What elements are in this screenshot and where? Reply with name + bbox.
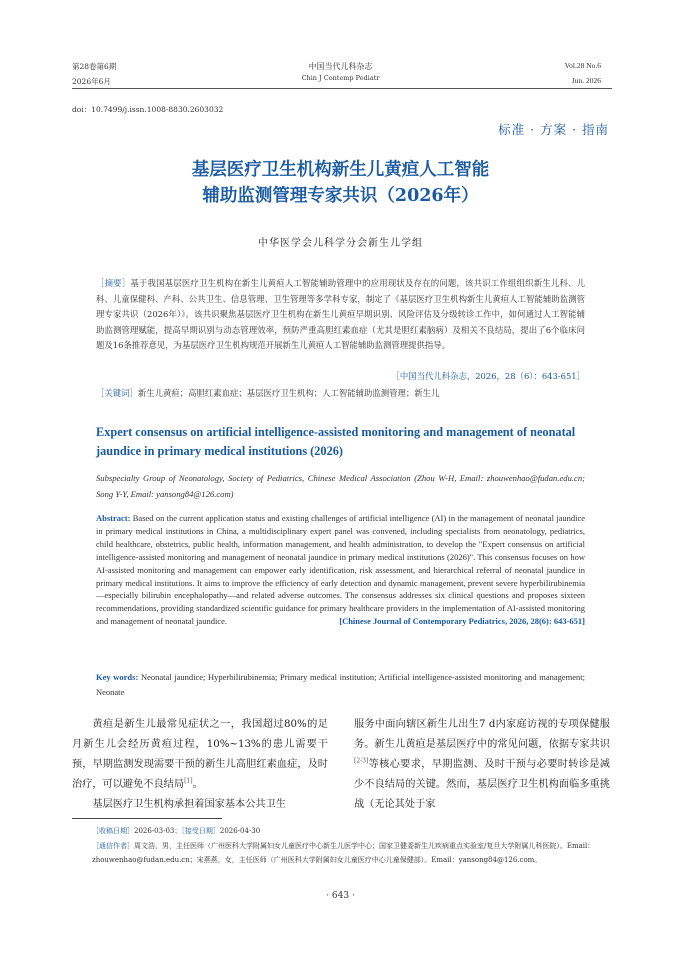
keywords-cn-text: 新生儿黄疸；高胆红素血症；基层医疗卫生机构；人工智能辅助监测管理；新生儿 [137,388,440,398]
footnote-dates: ［收稿日期］2026-03-03；［接受日期］2026-04-30 [92,827,261,835]
header-journal-cn: 中国当代儿科杂志 [308,62,373,71]
header-date-cn: 2026年6月 [72,77,111,86]
header-rule [72,88,612,89]
abstract-en-text: Based on the current application status and existing challenges of artificial intelligence (AI) in the management of neonatal jaundice in primary medical institutions in China, a multidisciplinary expert panel was convened, including specialists from neonatology, pediatrics, child healthcare, obstetrics, public health, information management, and health administration, to develop the "Expert consensus on artificial intelligence-assisted monitoring and management of neonatal jaundice in primary medical institutions (2026)". This consensus focuses on how AI-assisted monitoring and management can empower early identification, risk assessment, and hierarchical referral of neonatal jaundice in primary medical institutions. It aims to improve the efficiency of early detection and dynamic management, prevent severe hyperbilirubinemia—especially bilirubin encephalopathy—and related adverse outcomes. The consensus addresses six clinical questions and proposes sixteen recommendations, providing standardized scientific guidance for primary healthcare providers in the implementation of AI-assisted monitoring and management of neonatal jaundice. [96,513,585,627]
reference-marker: [2-3] [354,757,369,765]
keywords-cn-label: ［关键词］ [96,388,138,398]
header-volume-cn: 第28卷第6期 [72,62,117,71]
footnote-rule [72,818,222,819]
page-number: · 643 · [326,891,355,901]
body-left-column [72,715,328,815]
keywords-en-label: Key words: [96,672,139,682]
header-date-en: Jun. 2026 [571,76,601,85]
abstract-en-label: Abstract: [96,513,131,523]
citation-cn: ［中国当代儿科杂志，2026，28（6）：643-651］ [391,371,585,381]
abstract-cn [96,276,585,354]
abstract-cn-text: 基于我国基层医疗卫生机构在新生儿黄疸人工智能辅助管理中的应用现状及存在的问题，该共识工作组组织新生儿科、儿科、儿童保健科、产科、公共卫生、信息管理、卫生管理等多学科专家，制定了《基层医疗卫生机构新生儿黄疸人工智能辅助监测管理专家共识（2026年）》。该共识聚焦基层医疗卫生机构在新生儿黄疸早期识别、风险评估及分级转诊工作中，如何通过人工智能辅助监测管理赋能，提高早期识别与动态管理效率，预防严重高胆红素血症（尤其是胆红素脑病）及相关不良结局，提出了6个临床问题及16条推荐意见，为基层医疗卫生机构规范开展新生儿黄疸人工智能辅助监测管理提供指导。 [96,278,586,351]
keywords-en-text: Neonatal jaundice; Hyperbilirubinemia; Primary medical institution; Artificial intelligence-assisted monitoring and management; Neonate [96,672,585,697]
keywords-en [96,670,585,700]
body-right-column [354,715,610,815]
keywords-cn [96,387,585,399]
footnote-corresponding-author: ［通信作者］周文浩，男，主任医师（广州医科大学附属妇女儿童医疗中心新生儿医学中心；国家卫健委新生儿疾病重点实验室/复旦大学附属儿科医院）。Email：zhouwenhao@fudan.edu.cn；宋燕燕，女，主任医师（广州医科大学附属妇女儿童医疗中心儿童保健部）。Email：yansong84@126.com。 [92,842,595,864]
body-paragraph: 基层医疗卫生机构承担着国家基本公共卫生 [92,799,286,810]
doi: doi：10.7499/j.issn.1008-8830.2603032 [72,105,224,114]
body-paragraph: 服务中面向辖区新生儿出生7 d内家庭访视的专项保健服务。新生儿黄疸是基层医疗中的常见问题，依据专家共识[2-3]等核心要求，早期监测、及时干预与必要时转诊是减少不良结局的关键。然而，基层医疗卫生机构面临多重挑战（无论其处于家 [354,719,610,810]
title-en: Expert consensus on artificial intelligence-assisted monitoring and management of neonatal jaundice in primary medical institutions (2026) [96,425,576,458]
title-cn-line1: 基层医疗卫生机构新生儿黄疸人工智能 [191,160,490,180]
article-category: 标准 · 方案 · 指南 [498,122,609,137]
title-cn-line2: 辅助监测管理专家共识（2026年） [202,186,479,206]
abstract-en [96,512,585,628]
author-cn: 中华医学会儿科学分会新生儿学组 [258,238,423,249]
header-journal-en: Chin J Contemp Pediatr [301,74,380,82]
header-volume-en: Vol.28 No.6 [564,61,601,70]
citation-en: [Chinese Journal of Contemporary Pediatrics, 2026, 28(6): 643-651] [339,616,585,627]
abstract-cn-label: ［摘要］ [96,278,131,288]
body-paragraph: 黄疸是新生儿最常见症状之一，我国超过80%的足月新生儿会经历黄疸过程，10%~13%的患儿需要干预，早期监测发现需要干预的新生儿高胆红素血症，及时治疗，可以避免不良结局[1]。 [72,719,328,790]
reference-marker: [1] [184,777,193,785]
author-en: Subspecialty Group of Neonatology, Society of Pediatrics, Chinese Medical Association (Zhou W-H, Email: zhouwenhao@fudan.edu.cn; Song Y-Y, Email: yansong84@126.com) [96,473,585,499]
